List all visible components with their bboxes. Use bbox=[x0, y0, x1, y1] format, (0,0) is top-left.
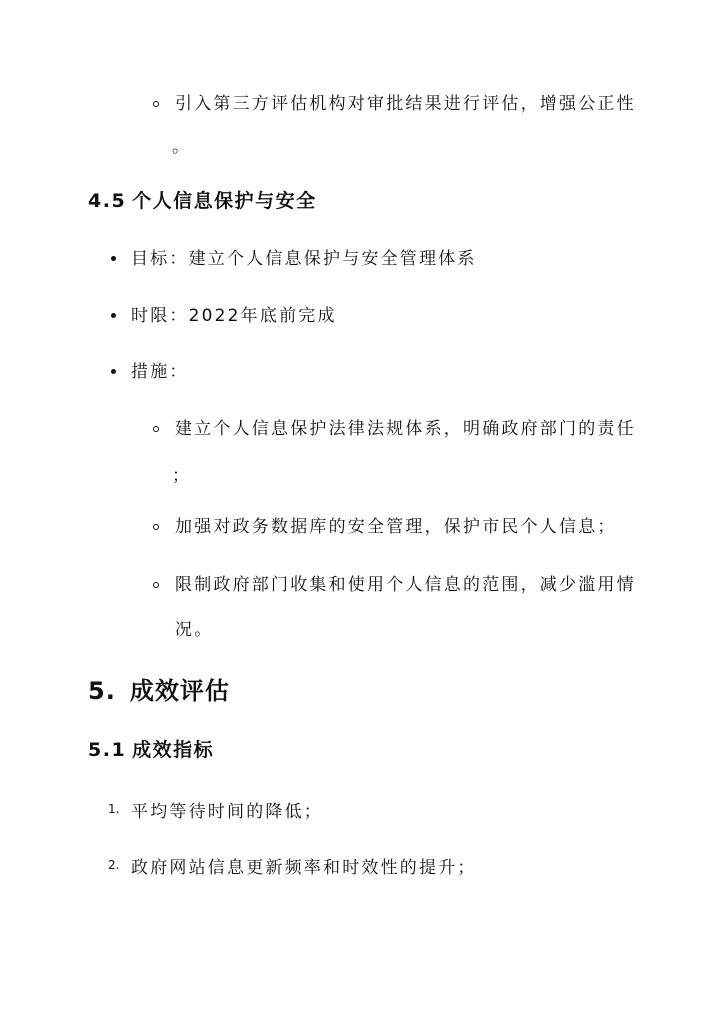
bullet-text: 目标：建立个人信息保护与安全管理体系 bbox=[131, 249, 477, 269]
sub-bullet-icon bbox=[153, 426, 159, 432]
bullet-icon bbox=[111, 313, 116, 318]
list-number: 1. bbox=[108, 802, 120, 816]
sub-item-text: 加强对政务数据库的安全管理，保护市民个人信息； bbox=[175, 517, 617, 537]
sub-bullet-icon bbox=[153, 101, 159, 107]
section-number: 5. bbox=[88, 677, 116, 705]
bullet-icon bbox=[111, 369, 116, 374]
section-heading-5 bbox=[88, 671, 230, 706]
section-number: 4.5 bbox=[88, 190, 127, 212]
sub-item-text-continuation: 。 bbox=[172, 137, 192, 157]
section-number: 5.1 bbox=[88, 739, 127, 761]
sub-bullet-icon bbox=[153, 582, 159, 588]
bullet-text: 时限：2022年底前完成 bbox=[131, 306, 337, 326]
list-item-text: 平均等待时间的降低； bbox=[131, 802, 323, 822]
section-title: 成效指标 bbox=[132, 739, 215, 761]
bullet-text: 措施： bbox=[131, 362, 189, 382]
section-heading-4-5 bbox=[88, 186, 317, 213]
list-number: 2. bbox=[108, 858, 120, 872]
sub-bullet-icon bbox=[153, 524, 159, 530]
section-title: 成效评估 bbox=[129, 677, 230, 705]
section-title: 个人信息保护与安全 bbox=[132, 190, 317, 212]
sub-item-text-continuation: ； bbox=[172, 466, 192, 486]
section-heading-5-1 bbox=[88, 735, 214, 762]
sub-item-text: 建立个人信息保护法律法规体系，明确政府部门的责任 bbox=[175, 419, 636, 439]
sub-item-text: 引入第三方评估机构对审批结果进行评估，增强公正性 bbox=[175, 94, 636, 114]
list-item-text: 政府网站信息更新频率和时效性的提升； bbox=[131, 858, 477, 878]
sub-item-text: 限制政府部门收集和使用个人信息的范围，减少滥用情 bbox=[175, 575, 636, 595]
bullet-icon bbox=[111, 256, 116, 261]
sub-item-text-continuation: 况。 bbox=[175, 620, 214, 640]
